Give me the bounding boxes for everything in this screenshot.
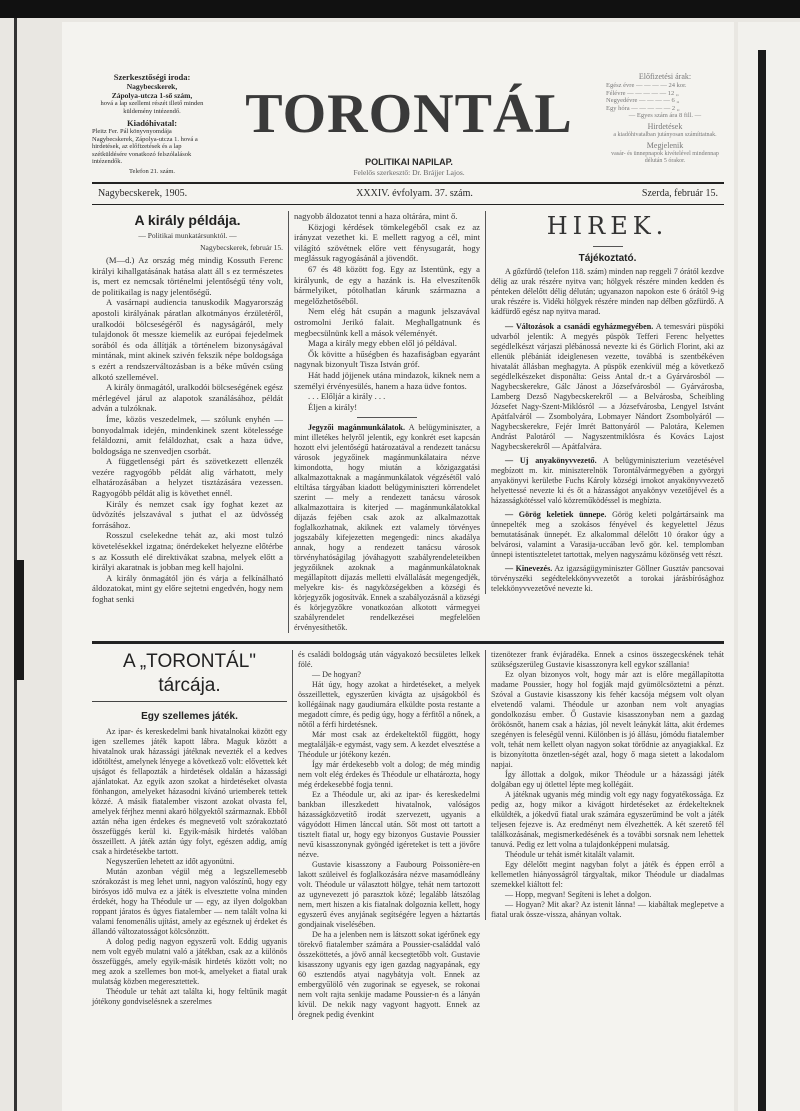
news-item-text: Az igazságügyminiszter Göllner Gusztáv pancsovai törvényszéki segédtelekkönyvvezetőt a torokai járásbírósághoz telekkönyvvezetővé nevezte ki.	[491, 564, 724, 593]
paragraph: Az ipar- és kereskedelmi bank hivatalnokai között egy igen szellemes játék kapott lábra. Maguk között a hivatalnok urak házassági játéknak nevezték el a kedves időtöltést, amelynek lényege a következő volt: elővettek két ujságot és fellapozták a hirdetések oldalán a házassági ajánlatokat. Az egyik azon szokat a hirdetéseket olvasta fönhangon, amelyeket házasodni kívánó uriemberek tettek közzé. A másik fiatalember viszont azokat olvasta fel, amelyek férjhez menni akaró hölgyektől származnak. Ebből aztán néha igen érdekes és megnevető volt szórakoztató összefüggés kerül ki. Egyik-másik hirdetés valóban összeillett. A játék aztán úgy folyt, egészen addig, amíg csak a hirdetésekbe tartott.	[92, 727, 287, 857]
paragraph: Így már érdekesebb volt a dolog; de még mindig nem volt elég érdekes és Théodule ur elhatározta, hogy még érdekesebbé fogja tenni.	[298, 760, 480, 790]
news-item-title: — Változások a csanádi egyházmegyében.	[505, 322, 654, 331]
paragraph: Így állottak a dolgok, mikor Théodule ur a házassági játék dolgában egy uj ötlettel lépte meg kollégáit.	[491, 770, 724, 790]
price-single: — Egyes szám ára 8 fill. —	[628, 112, 702, 119]
news-column	[485, 211, 724, 594]
price-quarter: Negyedévre — — — — 6 „	[606, 97, 680, 104]
news-item-text: Görög keleti polgártársaink ma ünnepelték meg a szokásos fényével és kegyelettel Jézus bemutatásának ünnepét. Ez alkalommal délelőtt 10 órakor úgy a belvárosi, valamint a Varasija-uccában levő gör. kel. templomban ünnepi istentiszteletet tartottak, melyen nagyszámu közönség vett részt.	[491, 510, 724, 559]
news-item-text: A belügyminiszterium vezetésével megbízott m. kir. miniszterelnök Torontálvármegyében a györgyi anyakönyvi kerületbe Fuchs Károly községi irnokot anyakönyvvezető helyettessé nevezte ki és őt a házasságot anyakönyv vezetőjével és a házasságkötéssel való közreműködéssel is megbízta.	[491, 456, 724, 505]
editorial-office-box	[92, 72, 212, 176]
lead-article-title: A király példája.	[134, 212, 241, 228]
feuilleton-column-2	[292, 650, 485, 1020]
paragraph: A játéknak ugyanis még mindig volt egy nagy fogyatékossága. Ez pedig az, hogy mikor a kivágott hirdetéseket az érdekelteknek elküldték, a jókedvű fiatal urak számára egyszerűmind be volt a játék teljesen fejezve is. Az eredményt nem élvezhették. A két szerető fél találkozásának, megismerkedésének és a további sorsnak nem lehettek tanuvá. Pedig ez lett volna a tulajdonképpeni mulatság.	[491, 790, 724, 850]
paragraph: . . . Előljár a király . . .	[308, 391, 386, 402]
price-month: Egy hóra — — — — — 2 „	[606, 104, 680, 112]
paragraph: — Hogyan? Mit akar? Az istenit lánna! — kiabáltak meglepetve a fiatal urak össze-vissza, ahányan voltak.	[491, 900, 724, 920]
feuilleton-columns	[92, 650, 724, 1020]
office-city: Nagybecskerek,	[126, 82, 178, 91]
paragraph: Théodule ur tehát azt találta ki, hogy feltűnik magát jótékony gondviselésnek a szerelmes	[92, 987, 287, 1007]
office-address: Zápolya-utcza 1-ső szám,	[111, 91, 193, 100]
paragraph: Éljen a király!	[308, 401, 358, 412]
dateline-date: Szerda, február 15.	[641, 188, 718, 199]
paragraph: A vasárnapi audiencia tanuskodik Magyarország apostoli királyának páratlan alkotmányos érzületéről, uralkodói bölcseségéről és nagyságáról, mely tulajdonok őt messze kiemelik az európai fejedelmek sorából és oda állítják a történelem bizonyságával mintának, mint akinek szivén fekszik népe boldogsága s ezért a rendszerváltozásban is a béke művén csüng alkotó szellemével.	[92, 297, 283, 382]
news-item-title: — Görög keletiek ünnepe.	[505, 510, 607, 519]
paragraph: Nem elég hát csupán a magunk jelszavával ostromolni Jerikó falait. Meghallgatnunk és megbecsülnünk kell a mások véleményét.	[294, 306, 480, 338]
paragraph: Negyszerűen lehetett az időt agyonütni.	[106, 857, 235, 867]
paragraph: Hát hadd jöjjenek utána mindazok, kiknek nem a személyi érvényesülés, hanem a haza üdve fontos.	[294, 369, 480, 391]
notice-title: Jegyzői magánmunkálatok.	[308, 423, 406, 433]
news-item-title: Tájékoztató.	[578, 253, 637, 264]
notice-article	[294, 423, 480, 633]
masthead	[92, 72, 724, 178]
paragraph: Maga a király megy ebben elől jó példával.	[308, 338, 457, 349]
newspaper-logo: TORONTÁL	[245, 83, 573, 145]
scan-top-border	[0, 0, 800, 18]
paragraph: Gustavie kisasszony a Faubourg Poissonière-en lakott szüleivel és foglalkozására nézve masamódleány volt. Théodule ur választott hölgye, tehát nem tartozott az ugynevezett jó parasztok közé; legalább látszólag nem, mert hiszen a kis fiatalnak dolgoznia kellett, hogy egyszerű éves anyjának segítségére legyen a háztartás gondjainak viselésében.	[298, 860, 480, 930]
publisher-heading: Kiadóhivatal:	[126, 118, 178, 128]
paragraph: A dolog pedig nagyon egyszerű volt. Eddig ugyanis nem volt egyéb mulatni való a játékban, csak az a különös összefüggés, amely egyik-másik hirdetés között volt; no meg azok a szellemes bon mot-k, amelyeket a fiatal urak mulatság közben megeresztettek.	[92, 937, 287, 987]
paragraph: Théodule ur tehát ismét kitalált valamit.	[505, 850, 635, 860]
paragraph: Rosszul cselekedne tehát az, aki most tulzó követelésekkel izgatna; önérdekeket helyezne előtérbe s az Kossuth elé direktivákat szabna, melyek előtt a királyi akaratnak is jobban meg kell hajolni.	[92, 530, 283, 573]
feuilleton-column-1	[92, 650, 292, 1007]
paragraph: nagyobb áldozatot tenni a haza oltárára, mint ő.	[294, 211, 458, 221]
news-item-title: — Uj anyakönyvvezető.	[505, 456, 597, 465]
dateline-place: Nagybecskerek, 1905.	[98, 188, 188, 199]
lead-article	[92, 211, 288, 605]
scan-right-margin	[738, 22, 800, 1111]
office-heading: Szerkesztőségi iroda:	[113, 72, 191, 82]
news-heading: HIREK.	[546, 212, 669, 240]
paragraph: A király önmagától, uralkodói bölcseségének egész mérlegével járul az alapotok szanálásához, példát adván a tulzóknak.	[92, 382, 283, 414]
newspaper-subtitle: POLITIKAI NAPILAP.	[365, 157, 453, 167]
paragraph: 67 és 48 között fog. Egy az Istentünk, egy a királyunk, de egy a hazánk is. Ha elveszítenők bármelyiket, pótolhatlan kárunk származna a megelőzhetőséből.	[294, 263, 480, 306]
paragraph: (M—d.) Az ország még mindig Kossuth Ferenc királyi kihallgatásának hatása alatt áll s ez természetes is, mert ez nemcsak történelmi jelentőségű tény volt, de politikailag is nagy jelentőségű.	[92, 255, 283, 297]
paragraph: Már most csak az érdekeltektől függött, hogy megtalálják-e egymást, vagy sem. A kezdet elvesztése a Théodule ur jótékony kezén.	[298, 730, 480, 760]
dateline	[92, 184, 724, 205]
prices-heading: Előfizetési árak:	[638, 72, 692, 81]
separator	[593, 246, 623, 247]
editor-line: Felelős szerkesztő: Dr. Brájjer Lajos.	[353, 168, 465, 177]
paragraph: Mután azonban végül még a legszellemesebb szórakozást is meg lehet unni, nagyon valószínű, hogy egy birósyos idő mulva ez a játék is elvesztette volna minden érdekét, hogy ha Théodule ur — egy, az ilyen dolgokban roppant járatos és ügyes fiatalember — nem talált volna ki valami fenomenális ujítást, amely az egésznek uj érdeket és állandó változatosságot kölcsönzött.	[92, 867, 287, 937]
price-year: Egész évre — — — — 24 kor.	[606, 82, 687, 89]
feuilleton-column-3	[485, 650, 724, 920]
paragraph: — Hopp, megvan! Segíteni is lehet a dolgon.	[505, 890, 652, 900]
subscription-box	[606, 72, 724, 165]
paragraph: — De hogyan?	[312, 670, 361, 680]
news-item-text: A gőzfürdő (telefon 118. szám) minden nap reggeli 7 órától kezdve délig az urak részére nyitva van; hölgyek részére minden kedden és pénteken délelőtt délig délután; ugyanazon napokon este 6 órától 9-ig urak részére is. Vidéki hölgyek részére minden nap délben gőzfürdő. A kádfürdő egész nap nyitva marad.	[491, 267, 724, 316]
paragraph: Egy délelőtt megint nagyban folyt a játék és éppen erről a kellemetlen hiányosságról tárgyaltak, mikor Théodule ur diadalmas szemekkel kiáltott fel:	[491, 860, 724, 890]
separator	[357, 417, 417, 418]
appears-heading: Megjelenik	[646, 140, 684, 150]
lead-article-continued	[288, 211, 485, 633]
telephone: Telefon 21. szám.	[128, 167, 176, 175]
paragraph: A király önmagától jön és várja a felkínálható áldozatokat, mint gy előre sejtetni engedvén, hogy nem foghat senki	[92, 572, 283, 604]
office-note: hová a lap szellemi részét illető minden küldemény intézendő.	[100, 100, 204, 115]
paragraph: és családi boldogság után vágyakozó becsületes lelkek fölé.	[298, 650, 480, 670]
publisher-note: Pleitz Fer. Pál könyvnyomdája Nagybecskerek, Zápolya-utcza 1. hová a hirdetések, az előfizetések és a lap szétküldésére vonatkozó felszólalások intézendők.	[92, 128, 198, 165]
upper-columns	[92, 211, 724, 633]
feuilleton-rule	[92, 641, 724, 644]
masthead-center	[220, 72, 598, 178]
feuilleton-header: A „TORONTÁL" tárcája.	[92, 650, 287, 702]
news-item-text: A temesvári püspöki udvarból jelentik: A megyés püspök Tefferi Ferenc helyettes segédlelkészt várjaszi plébánossá nevezte ki és Görlich Florint, aki az ellenük plébániát ideiglenesen vezette, továbbá is szentbékéven hivatalát állásban meghagyta. A püspök ezenkívül még a következő segédlelkészeket disponálta: Geiss Antal dr.-t a Gyárvárosból — Nagybecskerekre, Gálc Jánost a Józsefvárosból — Gyárvárosba, Lamberg Dezső Nagybecskerekről — a Belvárosba, Scheibling Józsefet Nagy-Szent-Miklósról — a Józsefvárosba, Lengyel Istvánt Apátfalváról — Zsombolyára, Lobmayer Nándort Zsombolyáról — Nagybecskerekre, Fejér Imrét Battonyáról — Palotára, Kelemen Andrást Palotáról — Nagyszentmiklósra és Kovács Lajost Nagybecskerekről — Apátfalvára.	[491, 322, 724, 451]
notice-text: A belügyminiszter, a mint illetékes helyről jelentik, egy konkrét eset kapcsán hozott elvi jelentőségű határozatával a rendezett tanácsu városok jegyzőinek magánmunkálataira nézve kimondotta, hogy miután a közigazgatási alkalmazottaknak a magánmunkálatok végzésétől való eltiltása tárgyában kiadott belügyminiszteri körrendelet szerint — mely a rendezett tanácsu városok alkalmazottaira is kiterjed — magánmunkálatokkal díjazás fejében csak azok az alkalmazottak foglalkozhatnak, akiknek ezt valamely törvényes jogszabály kifejezetten megengedi: nincs akadálya annak, hogy a rendezett tanácsu városok törvényhatóságilag jóváhagyott szabályrendeleteikben jegyzőiknek azoknak a magánmunkálatoknak megállapított díjazás melletti elvállalását megengedjék, melyekre kis- és nagyközségekben a községi és körjegyzők jogosítvák. Ennek a szabályozásnál a községi és körjegyzőkre vonatkozóan alkotott vármegyei szabályrendelet rendelkezései megfelelően érvényesíthetők.	[294, 423, 481, 633]
paragraph: De ha a jelenben nem is látszott sokat igérőnek egy törekvő fiatalember számára a Poussier-családdal való összeköttetés, a jövő annál kecsegtetőbb volt. Gustavie kisasszony ugyanis egy igen gazdag nagyapának, egy 60 esztendős atyai nagybátyja volt. Ennek az embergyűlölő vén zugorinak se egyesek, se rokonai nem volt rajta senkije madame Poussier-n és a lányán kívül. De nekik nagy vagyont hagyott. Ennek az öregnek pedig évenkint	[298, 930, 480, 1020]
paragraph: tizenötezer frank évjáradéka. Ennek a csinos összegecskének tehát szükségszerüleg Gustavie kisasszonyra kell egykor szállania!	[491, 650, 724, 670]
ads-note: a kiadóhivatalban jutányosan számíttatnak.	[613, 131, 717, 138]
paragraph: Ez olyan bizonyos volt, hogy már azt is előre megállapította madame Poussier, hogy hol fogják majd gyümölcsöztetni a pénzt. Szóval a Gustavie kisasszony kis fehér kacsója mégsem volt olyan elvetendő valami. Théodule ur azonban nem volt anyagias gondolkozásu ember. Ő Gustavie kisasszonyban nem a gazdag örökösnőt, hanem csak a házias, jól nevelt leánykát látta, akit érdemes szegényen is feleségül venni. Különben is jó állásu, jómódu fiatalember volt, tehát nem kellett olyan nagyon sokat törődnie az anyagiakkal. Ez is bizonyította önzetlen-ségét azal, hogy ő maga sietett a lakodalom napjai.	[491, 670, 724, 770]
appears-note: vasár- és ünnepnapok kivételével mindennap délután 5 órakor.	[611, 150, 719, 164]
paragraph: Íme, közös veszedelmek, — szólunk enyhén — bonyodalmak idején, mindenkinek szent kötelessége feláldozni, amit feláldozhat, csak a haza üdve, boldogsága ne szenvedjen csorbát.	[92, 413, 283, 456]
paragraph: A függetlenségi párt és szövetkezett ellenzék vezére ragyogóbb példát alig várhatott, mely elhatározásában a helyzet tisztázására vezessen. Ragyogóbb példát alig is követhet ennél.	[92, 456, 283, 499]
newspaper-page	[62, 22, 734, 1111]
feuilleton-title: Egy szellemes játék.	[141, 711, 238, 723]
ads-heading: Hirdetések	[647, 121, 683, 131]
news-item-title: — Kinevezés.	[505, 564, 553, 573]
paragraph: Hát úgy, hogy azokat a hirdetéseket, a melyek összeillettek, egyszerűen kivágta az ujságokból és kollégáinak nagy gaudiumára elküldte posta restante a megadott címre, és pedig úgy, hogy a férfitől a nőnek, a nőtől a férfi hirdetésnek.	[298, 680, 480, 730]
paragraph: Király és nemzet csak így foghat kezet az üdvözítés jelszavával s juthat el az üdvösség forrásához.	[92, 498, 283, 530]
paragraph: Közjogi kérdések tömkelegéből csak ez az irányzat vezethet ki. E mellett ragyog a cél, mint világító szövétnek előre vett fénysugarát, hogy meglássuk ragyogásánál a jövendőt.	[294, 221, 480, 264]
lead-article-dateline: Nagybecskerek, február 15.	[200, 243, 283, 252]
lead-article-byline: — Politikai munkatársunktól. —	[138, 231, 237, 240]
scan-left-mark	[14, 560, 24, 680]
dateline-issue: XXXIV. évfolyam. 37. szám.	[356, 188, 473, 199]
price-half-year: Félévre — — — — — 12 „	[606, 89, 679, 97]
paragraph: Ők kövitte a hűségben és hazafiságban egyaránt nagynak bizonyult Tisza István gróf.	[294, 348, 480, 370]
scan-right-edge	[758, 50, 766, 1111]
paragraph: Ez a Théodule ur, aki az ipar- és kereskedelmi bankban illeszkedett hivatalnok, valóságos házasságközvetítő irodát szervezett, ugyanis a vágyódott Himen lánccal után. Sőt most ott tartott a tisztelt fiatal ur, hogy egy bizonyos Gustavie Poussier nevű kisasszonynak gyöngéd igéreteket is tett a jövőre nézve.	[298, 790, 480, 860]
